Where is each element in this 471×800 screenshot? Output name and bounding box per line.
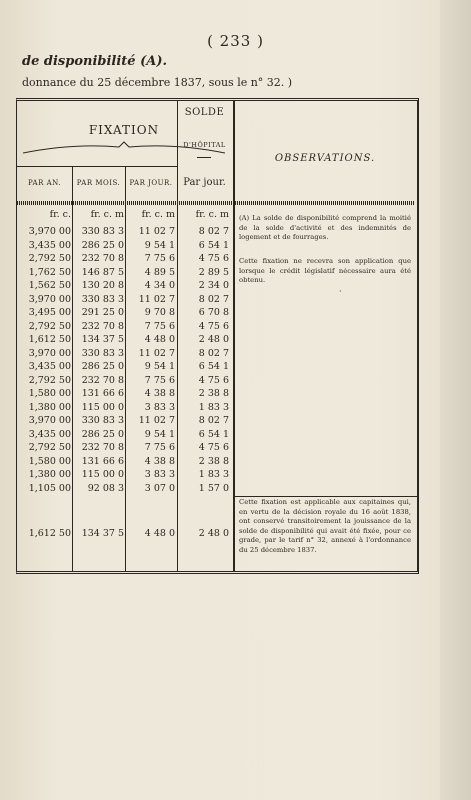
cell-jour: 3 83 3: [144, 401, 175, 413]
cell-mois: 92 08 3: [87, 482, 124, 494]
cell-hopital: 4 75 6: [198, 442, 229, 453]
cell-mois: 232 70 8: [81, 374, 124, 386]
cell-an: 3,970 00: [28, 347, 71, 359]
cell-hopital: 4 75 6: [198, 374, 229, 386]
pay-table: [16, 98, 419, 574]
table-row: [17, 306, 233, 320]
table-row: [17, 468, 233, 482]
cell-hopital: 4 75 6: [198, 253, 229, 264]
table-row: [17, 320, 233, 334]
cell-jour: 4 38 8: [144, 388, 175, 399]
table-row: [17, 441, 233, 455]
cell-jour: 9 54 1: [144, 428, 175, 440]
cell-an: 1,562 50: [28, 280, 71, 291]
table-row: [17, 360, 233, 374]
ink-dot: ·: [339, 287, 342, 296]
cell-an: 3,435 00: [28, 361, 71, 372]
cell-jour: 4 48 0: [144, 334, 175, 345]
cell-an: 1,612 50: [28, 528, 71, 539]
cell-jour: 11 02 7: [138, 415, 175, 426]
header-par-jour: PAR JOUR.: [129, 179, 173, 187]
cell-mois: 232 70 8: [81, 442, 124, 453]
table-row: [17, 428, 233, 442]
cell-mois: 232 70 8: [81, 253, 124, 264]
cell-mois: 286 25 0: [81, 361, 124, 372]
page-number: ( 233 ): [207, 32, 264, 50]
cell-mois: 330 83 3: [81, 293, 124, 305]
cell-mois: 286 25 0: [81, 239, 124, 251]
cell-mois: 115 00 0: [81, 401, 124, 413]
cell-hopital: 6 70 8: [198, 307, 229, 318]
cell-mois: 330 83 3: [81, 226, 124, 237]
cell-jour: 7 75 6: [144, 442, 175, 453]
cell-mois: 131 66 6: [81, 388, 124, 399]
cell-an: 3,970 00: [28, 226, 71, 237]
table-row: [17, 266, 233, 280]
table-row: [17, 401, 233, 415]
cell-mois: 131 66 6: [81, 455, 124, 467]
page-shadow: [440, 0, 471, 800]
cell-an: 1,380 00: [28, 401, 71, 413]
table-row: [17, 252, 233, 266]
table-row: [17, 414, 233, 428]
cell-mois: 115 00 0: [81, 469, 124, 480]
note-a: (A) La solde de disponibilité comprend la moitié de la solde d'activité et des indemnités de logement et de fourrages.: [239, 214, 411, 241]
cell-hopital: 2 48 0: [198, 334, 229, 345]
col-rule: [233, 101, 235, 571]
cell-mois: 134 37 5: [81, 528, 124, 539]
cell-an: 2,792 50: [28, 442, 71, 453]
cell-jour: 7 75 6: [144, 253, 175, 264]
cell-jour: 3 07 0: [144, 482, 175, 494]
unit-jour: fr. c. m: [141, 209, 175, 220]
cell-jour: 7 75 6: [144, 320, 175, 332]
cell-hopital: 8 02 7: [198, 347, 229, 359]
header-par-jour-hopital: Par jour.: [183, 177, 226, 188]
cell-an: 2,792 50: [28, 374, 71, 386]
table-row: [17, 374, 233, 388]
observation-rule: [233, 496, 417, 497]
header-par-an: PAR AN.: [27, 179, 62, 187]
cell-jour: 11 02 7: [138, 226, 175, 237]
header-observations: OBSERVATIONS.: [274, 153, 376, 164]
table-row: [17, 239, 233, 253]
header-fixation: FIXATION: [88, 123, 160, 137]
header-rule: [17, 166, 177, 167]
cell-an: 1,580 00: [28, 455, 71, 467]
header-par-mois: PAR MOIS.: [76, 179, 121, 187]
cell-an: 3,970 00: [28, 293, 71, 305]
cell-hopital: 8 02 7: [198, 415, 229, 426]
header-hatch-rule: [17, 201, 233, 205]
unit-hopital: fr. c. m: [195, 209, 229, 220]
cell-hopital: 4 75 6: [198, 320, 229, 332]
cell-an: 3,970 00: [28, 415, 71, 426]
cell-jour: 11 02 7: [138, 347, 175, 359]
cell-an: 1,762 50: [28, 266, 71, 278]
cell-mois: 134 37 5: [81, 334, 124, 345]
table-row: [17, 455, 233, 469]
cell-mois: 291 25 0: [81, 307, 124, 318]
cell-jour: 4 34 0: [144, 280, 175, 291]
table-row: [17, 279, 233, 293]
note-c: Cette fixation est applicable aux capitaines qui, en vertu de la décision royale du 16 août 1838, ont conservé transitoirement la jouissance de la solde de disponibilité qui avait été fixée, pour ce grade, par le tarif n° 32, annexé à l'ordonnance du 25 décembre 1837.: [239, 498, 411, 554]
cell-hopital: 1 57 0: [198, 482, 229, 494]
header-solde: SOLDE: [184, 107, 225, 118]
cell-jour: 11 02 7: [138, 293, 175, 305]
cell-mois: 286 25 0: [81, 428, 124, 440]
cell-jour: 4 48 0: [144, 528, 175, 539]
table-row: [17, 293, 233, 307]
header-hatch-rule: [235, 201, 415, 205]
cell-jour: 4 89 5: [144, 266, 175, 278]
cell-hopital: 8 02 7: [198, 226, 229, 237]
page-subheading: donnance du 25 décembre 1837, sous le n° 32. ): [22, 76, 293, 89]
cell-mois: 130 20 8: [81, 280, 124, 291]
header-hopital: D'HÔPITAL: [183, 141, 226, 149]
cell-mois: 146 87 5: [81, 266, 124, 278]
cell-an: 2,792 50: [28, 320, 71, 332]
cell-hopital: 6 54 1: [198, 239, 229, 251]
cell-jour: 9 54 1: [144, 239, 175, 251]
cell-an: 1,105 00: [28, 482, 71, 494]
page-heading: de disponibilité (A).: [22, 54, 168, 69]
unit-an: fr. c.: [49, 209, 71, 220]
cell-mois: 232 70 8: [81, 320, 124, 332]
table-row: [17, 347, 233, 361]
cell-hopital: 6 54 1: [198, 428, 229, 440]
cell-hopital: 2 38 8: [198, 388, 229, 399]
cell-an: 3,435 00: [28, 428, 71, 440]
cell-an: 1,380 00: [28, 469, 71, 480]
table-row: [17, 225, 233, 239]
cell-an: 3,435 00: [28, 239, 71, 251]
cell-jour: 9 70 8: [144, 307, 175, 318]
cell-jour: 7 75 6: [144, 374, 175, 386]
cell-an: 1,580 00: [28, 388, 71, 399]
table-row: [17, 387, 233, 401]
cell-hopital: 6 54 1: [198, 361, 229, 372]
cell-jour: 4 38 8: [144, 455, 175, 467]
cell-hopital: 2 38 8: [198, 455, 229, 467]
table-row: [17, 482, 233, 496]
cell-hopital: 1 83 3: [198, 469, 229, 480]
cell-jour: 3 83 3: [144, 469, 175, 480]
unit-mois: fr. c. m: [90, 209, 124, 220]
cell-an: 2,792 50: [28, 253, 71, 264]
cell-jour: 9 54 1: [144, 361, 175, 372]
cell-mois: 330 83 3: [81, 347, 124, 359]
cell-hopital: 2 34 0: [198, 280, 229, 291]
cell-an: 3,495 00: [28, 307, 71, 318]
note-b: Cette fixation ne recevra son application que lorsque le crédit législatif nécessaire aura été obtenu.: [239, 257, 411, 284]
cell-hopital: 8 02 7: [198, 293, 229, 305]
cell-mois: 330 83 3: [81, 415, 124, 426]
cell-an: 1,612 50: [28, 334, 71, 345]
cell-hopital: 1 83 3: [198, 401, 229, 413]
cell-hopital: 2 48 0: [198, 528, 229, 539]
cell-hopital: 2 89 5: [198, 266, 229, 278]
header-dash: [197, 157, 211, 158]
table-row: [17, 333, 233, 347]
table-row: [17, 527, 233, 541]
